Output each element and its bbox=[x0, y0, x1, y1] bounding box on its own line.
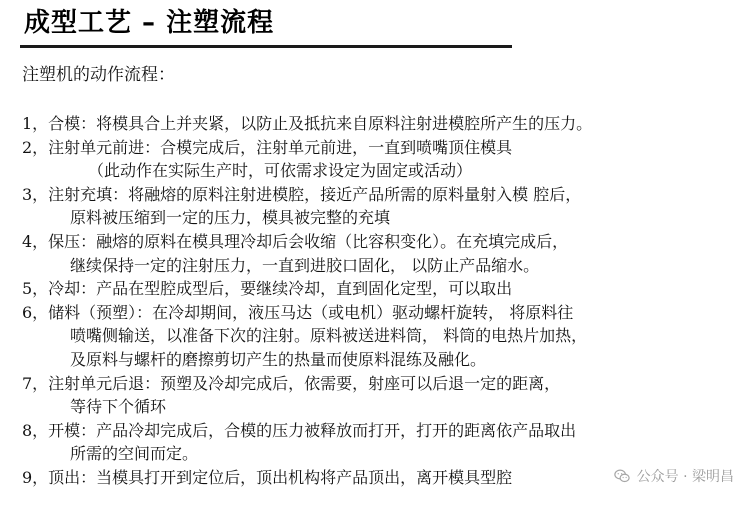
step-9-line-1: 9，顶出：当模具打开到定位后，顶出机构将产品顶出，离开模具型腔 bbox=[22, 467, 513, 487]
step-6 bbox=[22, 301, 748, 372]
step-1-line-1: 1，合模：将模具合上并夹紧，以防止及抵抗来自原料注射进模腔所产生的压力。 bbox=[22, 114, 593, 133]
process-step-list bbox=[22, 112, 748, 490]
step-5-line-1: 5，冷却：产品在型腔成型后，要继续冷却，直到固化定型，可以取出 bbox=[22, 279, 513, 299]
step-2 bbox=[22, 136, 748, 183]
watermark bbox=[613, 466, 734, 486]
step-6-line-3: 及原料与螺杆的磨擦剪切产生的热量而使原料混练及融化。 bbox=[70, 349, 487, 369]
step-7 bbox=[22, 372, 748, 419]
step-7-line-2: 等待下个循环 bbox=[70, 397, 167, 417]
step-2-line-1: 2，注射单元前进：合模完成后，注射单元前进，一直到喷嘴顶住模具 bbox=[22, 137, 513, 157]
step-4-line-1: 4，保压：融熔的原料在模具理冷却后会收缩（比容积变化）。在充填完成后， bbox=[22, 231, 569, 251]
step-8-line-2: 所需的空间而定。 bbox=[70, 444, 199, 464]
section-heading: 注塑机的动作流程： bbox=[22, 65, 175, 85]
step-3-line-1: 3，注射充填：将融熔的原料注射进模腔，接近产品所需的原料量射入模 腔后， bbox=[22, 184, 582, 204]
step-4-line-2: 继续保持一定的注射压力，一直到进胶口固化， 以防止产品缩水。 bbox=[70, 255, 540, 275]
wechat-icon bbox=[613, 467, 631, 485]
step-5 bbox=[22, 277, 748, 301]
step-6-line-2: 喷嘴侧输送，以准备下次的注射。原料被送进料筒， 料筒的电热片加热， bbox=[70, 326, 588, 346]
step-8-line-1: 8，开模：产品冷却完成后，合模的压力被释放而打开，打开的距离依产品取出 bbox=[22, 420, 577, 440]
step-2-line-2: （此动作在实际生产时，可依需求设定为固定或活动） bbox=[88, 161, 473, 181]
step-3-line-2: 原料被压缩到一定的压力，模具被完整的充填 bbox=[70, 208, 391, 228]
step-1 bbox=[22, 112, 748, 136]
step-7-line-1: 7，注射单元后退：预塑及冷却完成后，依需要，射座可以后退一定的距离， bbox=[22, 373, 561, 393]
step-3 bbox=[22, 183, 748, 230]
step-6-line-1: 6，储料（预塑）：在冷却期间，液压马达（或电机）驱动螺杆旋转， 将原料往 bbox=[22, 302, 574, 322]
page-title: 成型工艺 – 注塑流程 bbox=[24, 8, 275, 38]
step-4 bbox=[22, 230, 748, 277]
watermark-text: 公众号 · 梁明昌 bbox=[636, 469, 734, 485]
step-8 bbox=[22, 419, 748, 466]
title-underline bbox=[20, 45, 512, 48]
